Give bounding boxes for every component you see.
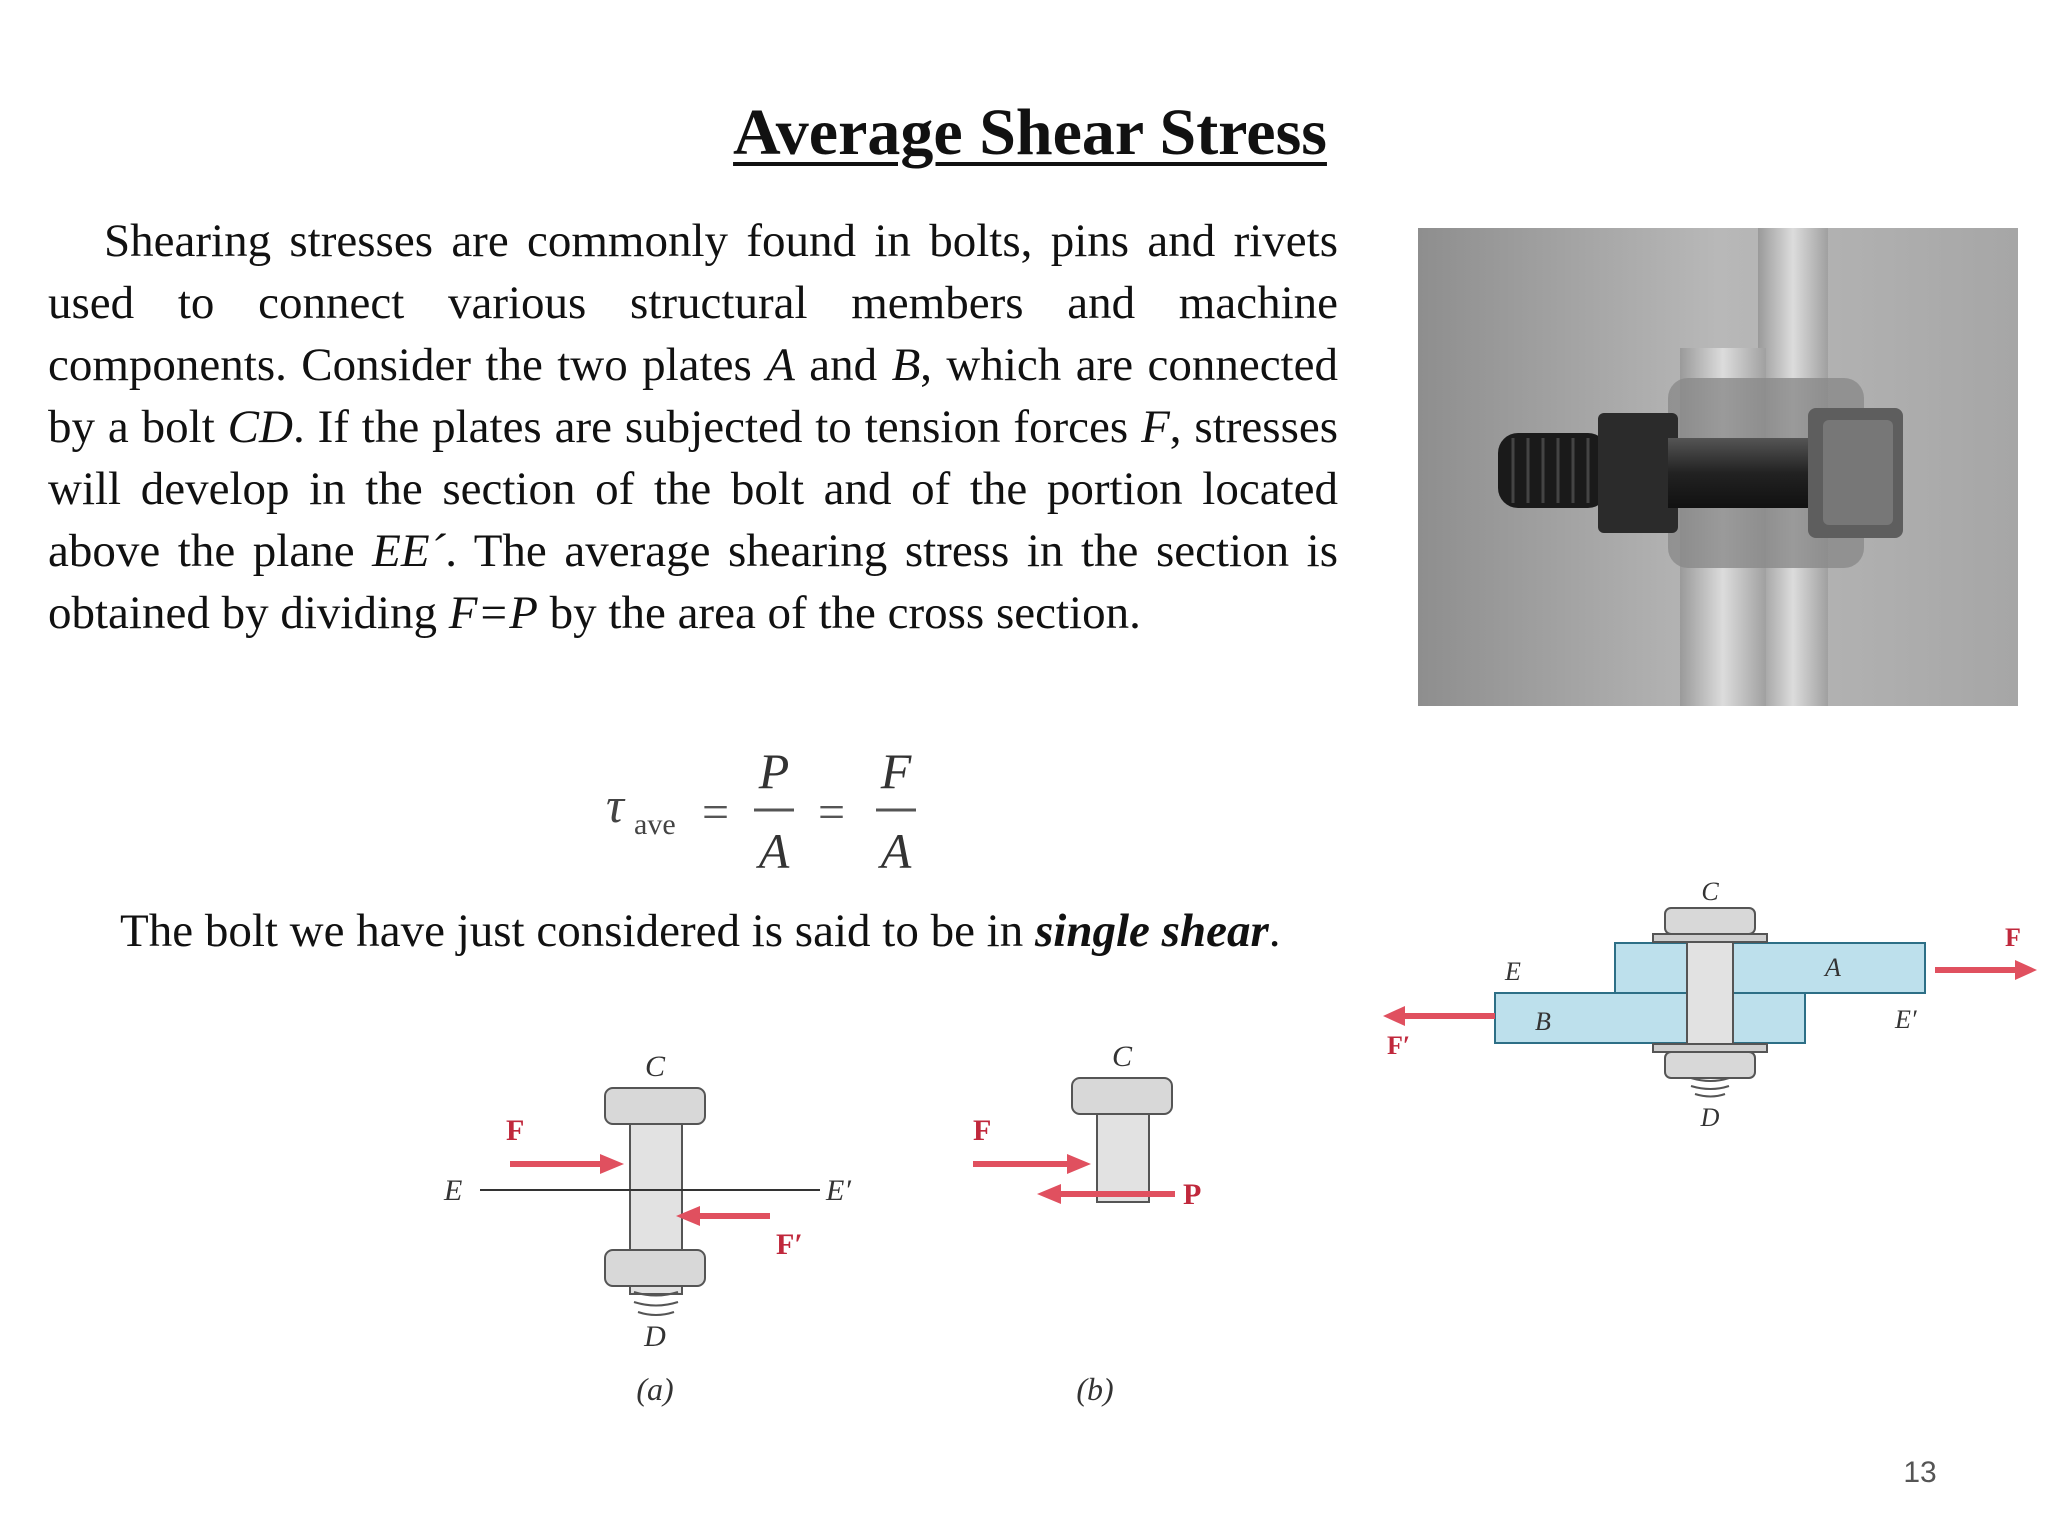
text-run: by the area of the cross section. [537, 587, 1141, 639]
bolt-head [1072, 1078, 1172, 1114]
text-run: CD [227, 401, 293, 453]
bolt-shank [1687, 942, 1733, 1052]
bolted-plates-diagram [1365, 868, 2045, 1138]
label-c: C [1111, 1040, 1133, 1073]
bolt-head [1665, 908, 1755, 934]
text-run: F [1141, 401, 1170, 453]
label-force-f: F [2005, 923, 2021, 952]
numerator-p: P [758, 743, 790, 799]
plate-a [1615, 943, 1925, 993]
label-e-prime: E′ [1895, 1005, 1917, 1034]
label-c: C [1701, 877, 1719, 906]
label-force-f-prime: F′ [1387, 1031, 1411, 1060]
text-run: single shear [1035, 905, 1269, 957]
single-shear-paragraph [48, 900, 1338, 962]
label-force-f: F [506, 1114, 525, 1147]
text-run: , stresses will develop in the section of the bolt and of the portion located above the plane [48, 401, 1339, 577]
text-run: . If the plates are subjected to tension forces [292, 401, 1142, 453]
text-run: . The average shearing stress in the section is obtained by dividing [48, 525, 1339, 639]
bolt-section [1097, 1114, 1149, 1202]
page-title: Average Shear Stress [733, 96, 1327, 169]
shear-stress-formula [590, 738, 950, 878]
caption-b: (b) [1076, 1371, 1114, 1407]
caption-a: (a) [636, 1371, 674, 1407]
label-force-f: F [973, 1114, 992, 1147]
text-run: and [794, 339, 892, 391]
page-number: 13 [1903, 1456, 1937, 1489]
equals-2: = [818, 786, 846, 839]
text-run: , which are connected by a bolt [48, 339, 1338, 453]
figure-a-bolt-shear [430, 1040, 860, 1420]
label-d: D [1700, 1103, 1720, 1132]
label-c: C [644, 1050, 666, 1083]
bolt-nut [1665, 1052, 1755, 1078]
intro-paragraph [48, 210, 1338, 644]
denominator-a-2: A [880, 823, 912, 878]
text-run: The bolt we have just considered is said to be in [120, 905, 1035, 957]
label-plate-a: A [1825, 953, 1841, 982]
bolt-head [605, 1088, 705, 1124]
text-run: EE´ [372, 525, 446, 577]
label-force-f-prime: F′ [776, 1228, 803, 1261]
bolt-nut [605, 1250, 705, 1286]
bolt-photo [1418, 228, 2018, 706]
label-plate-b: B [1535, 1007, 1551, 1036]
numerator-f: F [880, 743, 912, 799]
tau-subscript: ave [634, 808, 676, 841]
figure-b-free-body [965, 1030, 1245, 1420]
label-force-p: P [1183, 1178, 1202, 1211]
text-run: F=P [448, 587, 538, 639]
text-run: Shearing stresses are commonly found in bolts, pins and rivets used to connect various structural members and machine components. Consider the two plates [48, 215, 1338, 391]
equals-1: = [702, 786, 730, 839]
label-e-prime: E′ [826, 1174, 851, 1207]
label-e: E [444, 1174, 463, 1207]
text-run: . [1268, 905, 1281, 957]
tau-symbol: τ [606, 777, 624, 833]
text-run: A [766, 339, 795, 391]
denominator-a-1: A [758, 823, 790, 878]
label-d: D [644, 1320, 666, 1353]
label-e: E [1505, 957, 1521, 986]
text-run: B [891, 339, 921, 391]
